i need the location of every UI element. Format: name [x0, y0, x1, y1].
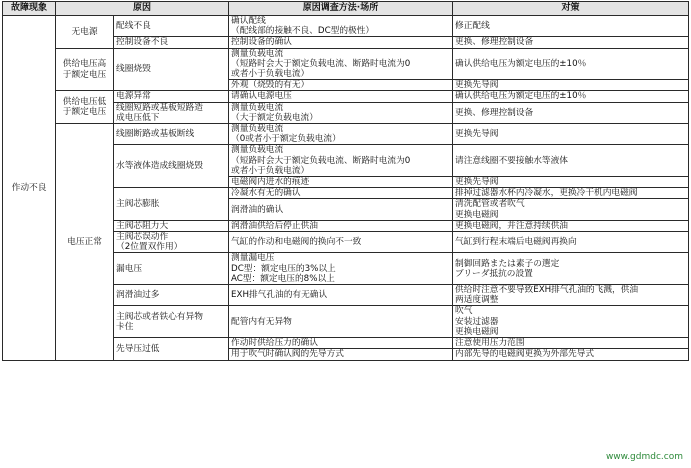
header-cause: 原因: [56, 2, 229, 16]
method-cell: 润滑油供给后停止供油: [229, 220, 453, 231]
cause-cell: 主阀芯膨胀: [114, 188, 229, 221]
table-row: [3, 91, 689, 102]
method-cell: 电磁阀内进水的痕迹: [229, 177, 453, 188]
method-cell: 用于吹气时确认阀的先导方式: [229, 349, 453, 360]
measure-cell: 供给时注意不要导致EXH排气孔油的飞溅，供油 两适度调整: [453, 285, 689, 306]
measure-cell: 更换先导阀: [453, 80, 689, 91]
watermark: www.gdmdc.com: [605, 452, 683, 462]
measure-cell: 更换电磁阀，并注意持续供油: [453, 220, 689, 231]
measure-cell: 排掉过滤器水杯内冷凝水，更换冷干机内电磁阀: [453, 188, 689, 199]
cause-cell: 线圈断路或基板断线: [114, 124, 229, 145]
method-cell: 作动时供给压力的确认: [229, 338, 453, 349]
cause-cell: 漏电压: [114, 253, 229, 285]
section-normal-voltage: 电压正常: [56, 124, 114, 360]
method-cell: EXH排气孔油的有无确认: [229, 285, 453, 306]
measure-cell: 修正配线: [453, 16, 689, 37]
cause-cell: 主阀芯或者铁心有异物 卡住: [114, 306, 229, 338]
measure-cell: 更换先导阀: [453, 124, 689, 145]
method-cell: 气缸的作动和电磁阀的换向不一致: [229, 232, 453, 253]
method-cell: 外观（烧毁的有无）: [229, 80, 453, 91]
measure-cell: 吹气 安装过滤器 更换电磁阀: [453, 306, 689, 338]
header-symptom: 故障现象: [3, 2, 56, 16]
measure-cell: 确认供给电压为额定电压的±10％: [453, 48, 689, 80]
cause-cell: 线圈烧毁: [114, 48, 229, 91]
cause-cell: 电源异常: [114, 91, 229, 102]
measure-cell: 制御回路または素子の選定 ブリーダ抵抗の設置: [453, 253, 689, 285]
method-cell: 冷凝水有无的确认: [229, 188, 453, 199]
section-under-voltage: 供给电压低 于额定电压: [56, 91, 114, 124]
method-cell: 请确认电源电压: [229, 91, 453, 102]
method-cell: [229, 16, 453, 37]
troubleshooting-table: [2, 1, 689, 361]
measure-cell: 气缸到行程末端后电磁阀再换向: [453, 232, 689, 253]
measure-cell: 内部先导的电磁阀更换为外部先导式: [453, 349, 689, 360]
method-cell: 配管内有无异物: [229, 306, 453, 338]
measure-cell: 更换、修理控制设备: [453, 37, 689, 48]
troubleshooting-table-wrap: [2, 1, 689, 361]
method-line: （配线部的接触不良、DC型的极性）: [231, 26, 375, 37]
cause-cell: 配线不良: [114, 16, 229, 37]
section-no-power: 无电源: [56, 16, 114, 49]
cause-cell: 主阀芯阻力大: [114, 220, 229, 231]
method-cell: 测量负载电流 （大于额定负载电流）: [229, 102, 453, 123]
cause-cell: 主阀芯误动作 （2位置双作用）: [114, 232, 229, 253]
method-cell: 测量负载电流 （短路时会大于额定负载电流、断路时电流为0 或者小于负载电流）: [229, 48, 453, 80]
table-row: [3, 124, 689, 145]
method-cell: 控制设备的确认: [229, 37, 453, 48]
cause-cell: 线圈短路或基板短路造 成电压低下: [114, 102, 229, 123]
method-cell: 测量漏电压 DC型：额定电压的3%以上 AC型：额定电压的8%以上: [229, 253, 453, 285]
method-cell: 测量负载电流 （短路时会大于额定负载电流、断路时电流为0 或者小于负载电流）: [229, 145, 453, 177]
section-over-voltage: 供给电压高 于额定电压: [56, 48, 114, 91]
header-method: 原因调查方法·场所: [229, 2, 453, 16]
method-cell: 测量负载电流 （0或者小于额定负载电流）: [229, 124, 453, 145]
table-header-row: [3, 2, 689, 16]
cause-cell: 先导压过低: [114, 338, 229, 360]
table-row: [3, 16, 689, 37]
measure-cell: 注意使用压力范围: [453, 338, 689, 349]
cause-cell: 控制设备不良: [114, 37, 229, 48]
measure-cell: 更换先导阀: [453, 177, 689, 188]
method-cell: 润滑油的确认: [229, 199, 453, 220]
measure-cell: 更换、修理控制设备: [453, 102, 689, 123]
measure-cell: 请注意线圈不要接触水等液体: [453, 145, 689, 177]
cause-cell: 水等液体造成线圈烧毁: [114, 145, 229, 188]
table-row: [3, 48, 689, 80]
measure-cell: 确认供给电压为额定电压的±10％: [453, 91, 689, 102]
header-measure: 对策: [453, 2, 689, 16]
measure-cell: 清洗配管或者吹气 更换电磁阀: [453, 199, 689, 220]
symptom-cell: 作动不良: [3, 16, 56, 361]
cause-cell: 润滑油过多: [114, 285, 229, 306]
method-line: 确认配线: [231, 16, 266, 26]
